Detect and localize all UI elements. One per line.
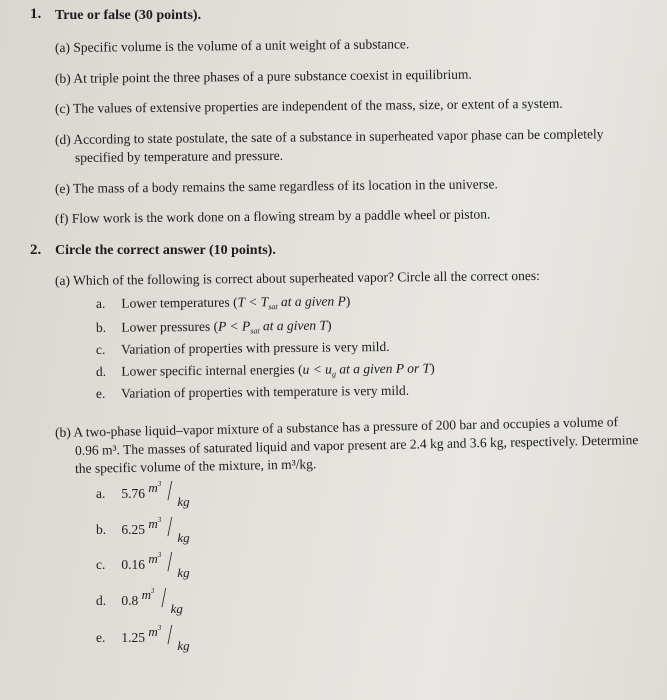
- item-label: (b): [54, 70, 71, 86]
- list-item: [55, 206, 490, 227]
- item-label: (e): [54, 180, 71, 196]
- list-item: [55, 67, 472, 87]
- option-label: b.: [95, 319, 107, 335]
- item-text: According to state postulate, the sate of a substance in superheated vapor phase can be completely: [73, 126, 604, 147]
- item-text: The values of extensive properties are independent of the mass, size, or extent of a system.: [73, 95, 563, 116]
- item-text-continued: specified by temperature and pressure.: [74, 147, 284, 165]
- option-b[interactable]: [96, 512, 200, 545]
- option-d[interactable]: d. Lower specific internal energies ($u < u_g$ at a given P or T): [95, 360, 435, 379]
- option-c[interactable]: [96, 547, 200, 580]
- question-2-number: 2.: [30, 242, 42, 258]
- part-label: (a): [54, 272, 71, 288]
- question-2-title: Circle the correct answer (10 points).: [55, 243, 276, 258]
- option-label: c.: [96, 557, 106, 573]
- option-label: d.: [96, 593, 107, 609]
- option-b[interactable]: b. Lower pressures ($P < P_{sat}$ at a given T): [95, 317, 332, 336]
- option-a[interactable]: a. Lower temperatures ($T < T_{sat}$ at a given P): [95, 293, 351, 312]
- option-value: 6.25: [121, 522, 145, 538]
- option-a[interactable]: [96, 476, 200, 509]
- unit-fraction: $m^3$ / kg: [148, 620, 190, 653]
- option-label: d.: [95, 363, 107, 379]
- option-d[interactable]: [96, 583, 194, 616]
- option-value: 0.8: [121, 593, 139, 609]
- part-label: (b): [54, 424, 71, 440]
- question-2b-line-3: the specific volume of the mixture, in m³/kg.: [74, 456, 317, 476]
- part-text: Which of the following is correct about superheated vapor? Circle all the correct ones:: [73, 267, 540, 288]
- option-value: 0.16: [121, 557, 145, 573]
- item-text: At triple point the three phases of a pure substance coexist in equilibrium.: [73, 66, 472, 86]
- list-item: [55, 176, 498, 197]
- list-item: [55, 96, 563, 117]
- unit-fraction: $m^3$ / kg: [141, 583, 183, 616]
- option-label: c.: [95, 341, 106, 357]
- unit-fraction: $m^3$ / kg: [148, 547, 190, 580]
- item-label: (d): [54, 131, 71, 147]
- item-label: (a): [54, 39, 71, 55]
- item-text: The mass of a body remains the same regardless of its location in the universe.: [73, 176, 498, 196]
- question-2b-line-2: 0.96 m³. The masses of saturated liquid and vapor present are 2.4 kg and 3.6 kg, respectively. Determine: [74, 432, 639, 458]
- unit-fraction: $m^3$ / kg: [148, 476, 190, 509]
- question-2a: [55, 268, 540, 289]
- option-label: a.: [96, 486, 106, 502]
- option-label: e.: [96, 630, 106, 646]
- option-value: 5.76: [121, 486, 145, 502]
- question-1-title: True or false (30 points).: [55, 8, 202, 23]
- list-item: [55, 36, 409, 56]
- option-label: e.: [95, 385, 106, 401]
- option-c[interactable]: c. Variation of properties with pressure is very mild.: [95, 338, 390, 357]
- item-label: (c): [54, 100, 71, 116]
- question-1-number: 1.: [30, 6, 42, 22]
- option-e[interactable]: e. Variation of properties with temperature is very mild.: [95, 382, 410, 401]
- part-text: A two-phase liquid–vapor mixture of a substance has a pressure of 200 bar and occupies a volume of: [73, 414, 619, 440]
- unit-fraction: $m^3$ / kg: [148, 512, 190, 545]
- option-label: b.: [96, 522, 107, 538]
- option-e[interactable]: [96, 620, 200, 653]
- option-label: a.: [95, 295, 106, 311]
- list-item: [55, 126, 604, 148]
- item-label: (f): [54, 210, 69, 226]
- item-text: Flow work is the work done on a flowing stream by a paddle wheel or piston.: [71, 206, 491, 226]
- option-value: 1.25: [121, 630, 145, 646]
- item-text: Specific volume is the volume of a unit weight of a substance.: [73, 36, 410, 55]
